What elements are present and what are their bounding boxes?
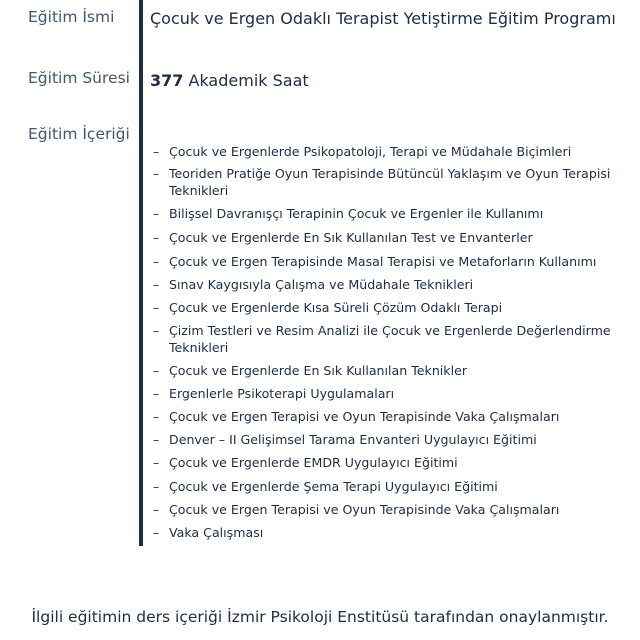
value-training-name: Çocuk ve Ergen Odaklı Terapist Yetiştirme Eğitim Programı — [150, 9, 616, 28]
list-item — [150, 501, 630, 518]
list-item — [150, 229, 630, 246]
dash-marker: – — [153, 166, 160, 181]
dash-marker: – — [153, 277, 160, 292]
list-item — [150, 408, 630, 425]
list-item-text: Çizim Testleri ve Resim Analizi ile Çocuk ve Ergenlerde Değerlendirme Teknikleri — [169, 323, 611, 355]
list-item — [150, 253, 630, 270]
list-item-text: Çocuk ve Ergenlerde Psikopatoloji, Terapi ve Müdahale Biçimleri — [169, 144, 572, 159]
label-training-name: Eğitim İsmi — [28, 8, 115, 26]
list-item-text: Çocuk ve Ergen Terapisi ve Oyun Terapisinde Vaka Çalışmaları — [169, 502, 560, 517]
duration-number: 377 — [150, 71, 184, 90]
list-item-text: Çocuk ve Ergenlerde Kısa Süreli Çözüm Odaklı Terapi — [169, 300, 503, 315]
dash-marker: – — [153, 363, 160, 378]
list-item — [150, 165, 630, 199]
dash-marker: – — [153, 254, 160, 269]
dash-marker: – — [153, 432, 160, 447]
duration-unit: Akademik Saat — [188, 71, 309, 90]
dash-marker: – — [153, 323, 160, 338]
dash-marker: – — [153, 230, 160, 245]
list-item-text: Denver – II Gelişimsel Tarama Envanteri Uygulayıcı Eğitimi — [169, 432, 537, 447]
list-item — [150, 524, 630, 541]
list-item-text: Çocuk ve Ergenlerde EMDR Uygulayıcı Eğitimi — [169, 455, 458, 470]
list-item-text: Çocuk ve Ergenlerde En Sık Kullanılan Test ve Envanterler — [169, 230, 533, 245]
dash-marker: – — [153, 502, 160, 517]
list-item-text: Çocuk ve Ergen Terapisi ve Oyun Terapisinde Vaka Çalışmaları — [169, 409, 560, 424]
dash-marker: – — [153, 455, 160, 470]
approval-footer: İlgili eğitimin ders içeriği İzmir Psikoloji Enstitüsü tarafından onaylanmıştır. — [31, 608, 609, 626]
dash-marker: – — [153, 479, 160, 494]
list-item-text: Ergenlerle Psikoterapi Uygulamaları — [169, 386, 395, 401]
dash-marker: – — [153, 409, 160, 424]
list-item-text: Çocuk ve Ergenlerde En Sık Kullanılan Teknikler — [169, 363, 468, 378]
dash-marker: – — [153, 300, 160, 315]
list-item-text: Vaka Çalışması — [169, 525, 264, 540]
list-item — [150, 478, 630, 495]
label-training-duration: Eğitim Süresi — [28, 69, 130, 87]
vertical-divider — [139, 0, 143, 546]
list-item-text: Çocuk ve Ergen Terapisinde Masal Terapisi ve Metaforların Kullanımı — [169, 254, 597, 269]
list-item — [150, 454, 630, 471]
label-training-content: Eğitim İçeriği — [28, 125, 130, 143]
list-item-text: Teoriden Pratiğe Oyun Terapisinde Bütüncül Yaklaşım ve Oyun Terapisi Teknikleri — [169, 166, 611, 198]
list-item — [150, 276, 630, 293]
value-training-duration — [150, 71, 309, 90]
list-item — [150, 431, 630, 448]
list-item — [150, 299, 630, 316]
list-item — [150, 385, 630, 402]
list-item — [150, 362, 630, 379]
dash-marker: – — [153, 386, 160, 401]
dash-marker: – — [153, 206, 160, 221]
list-item-text: Sınav Kaygısıyla Çalışma ve Müdahale Teknikleri — [169, 277, 474, 292]
list-item — [150, 143, 630, 160]
list-item-text: Çocuk ve Ergenlerde Şema Terapi Uygulayıcı Eğitimi — [169, 479, 498, 494]
dash-marker: – — [153, 144, 160, 159]
list-item — [150, 322, 630, 356]
dash-marker: – — [153, 525, 160, 540]
list-item-text: Bilişsel Davranışçı Terapinin Çocuk ve Ergenler ile Kullanımı — [169, 206, 544, 221]
list-item — [150, 205, 630, 222]
